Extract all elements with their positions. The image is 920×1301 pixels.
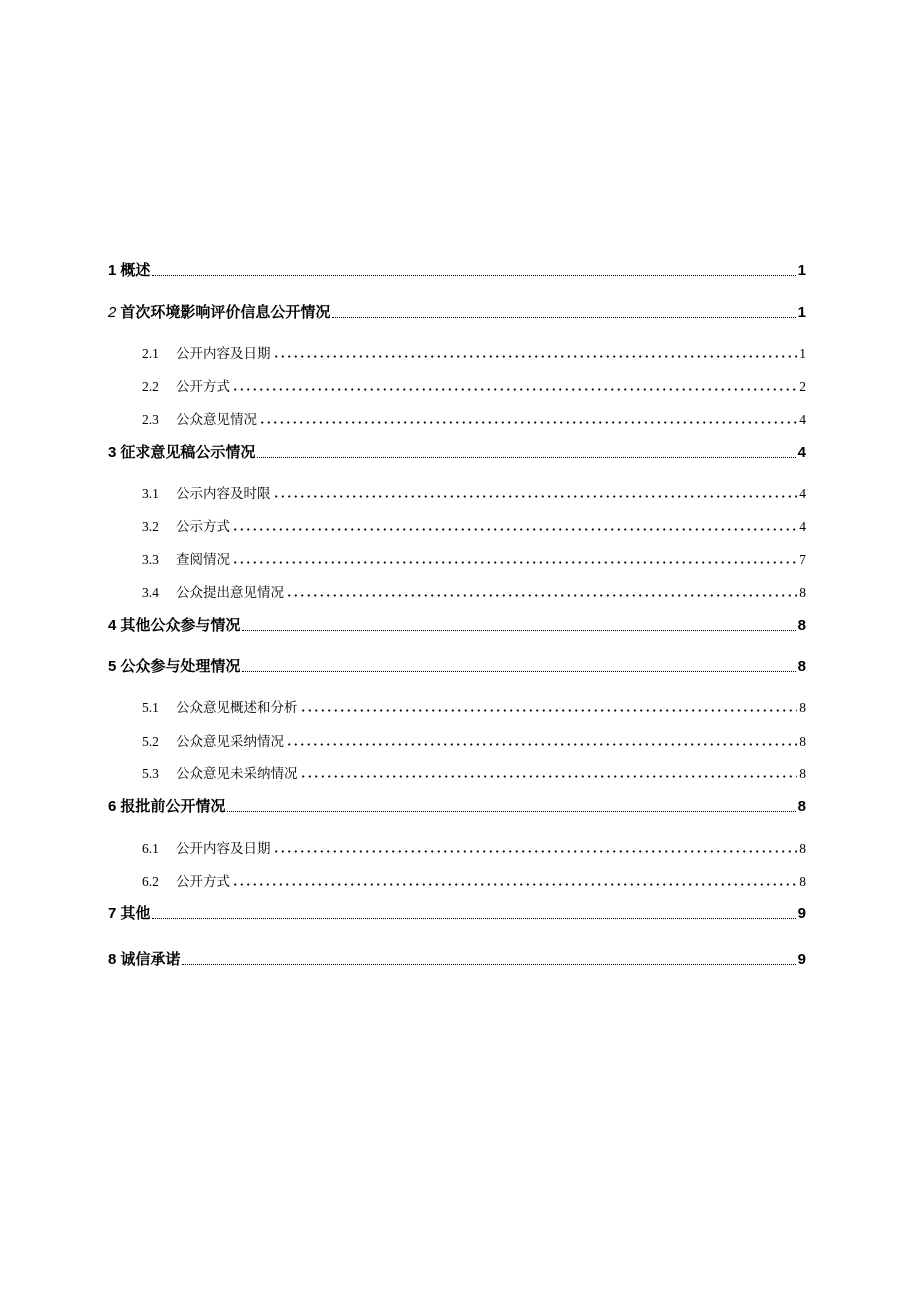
dot-leader	[273, 355, 798, 358]
toc-label: 5.1 公众意见概述和分析	[142, 700, 298, 715]
toc-label: 8 诚信承诺	[108, 951, 181, 968]
toc-label: 6.2 公开方式	[142, 874, 230, 889]
dot-leader	[286, 594, 797, 597]
dot-leader	[300, 775, 798, 778]
toc-entry[interactable]	[142, 406, 806, 428]
toc-entry[interactable]	[142, 694, 806, 716]
toc-entry[interactable]	[108, 654, 806, 676]
toc-page-number: 9	[797, 951, 806, 968]
toc-entry[interactable]	[142, 513, 806, 535]
toc-label: 2.2 公开方式	[142, 379, 230, 394]
toc-entry[interactable]	[108, 300, 806, 322]
toc-page-number: 1	[797, 304, 806, 321]
toc-page-number: 1	[799, 346, 806, 361]
toc-page-number: 4	[799, 412, 806, 427]
toc-label: 4 其他公众参与情况	[108, 617, 241, 634]
dot-leader	[152, 275, 795, 276]
toc-entry[interactable]	[142, 728, 806, 750]
toc-label: 3.2 公示方式	[142, 519, 230, 534]
toc-label: 2.3 公众意见情况	[142, 412, 257, 427]
toc-label: 3.1 公示内容及时限	[142, 486, 271, 501]
toc-entry[interactable]	[108, 440, 806, 462]
toc-label: 3 征求意见稿公示情况	[108, 444, 256, 461]
dot-leader	[259, 421, 797, 424]
toc-label: 3.3 查阅情况	[142, 552, 230, 567]
toc-page-number: 8	[799, 700, 806, 715]
dot-leader	[286, 743, 797, 746]
dot-leader	[257, 457, 795, 458]
toc-label: 2.1 公开内容及日期	[142, 346, 271, 361]
dot-leader	[232, 561, 797, 564]
toc-page-number: 8	[799, 841, 806, 856]
toc-page-number: 8	[797, 798, 806, 815]
toc-page-number: 4	[797, 444, 806, 461]
toc-label: 5.2 公众意见采纳情况	[142, 734, 284, 749]
toc-label: 6.1 公开内容及日期	[142, 841, 271, 856]
dot-leader	[232, 388, 797, 391]
toc-page-number: 8	[797, 617, 806, 634]
toc-entry[interactable]	[142, 868, 806, 890]
toc-entry[interactable]	[142, 340, 806, 362]
toc-page-number: 4	[799, 486, 806, 501]
toc-entry[interactable]	[142, 579, 806, 601]
toc-label: 5.3 公众意见未采纳情况	[142, 766, 298, 781]
toc-entry[interactable]	[108, 794, 806, 816]
dot-leader	[273, 850, 798, 853]
toc-page-number: 8	[799, 874, 806, 889]
dot-leader	[227, 811, 795, 812]
toc-entry[interactable]	[142, 760, 806, 782]
toc-label: 1 概述	[108, 262, 151, 279]
dot-leader	[273, 495, 798, 498]
dot-leader	[242, 630, 795, 631]
toc-page-number: 8	[799, 734, 806, 749]
toc-entry[interactable]	[142, 480, 806, 502]
toc-entry[interactable]	[108, 901, 806, 923]
dot-leader	[242, 671, 795, 672]
toc-entry[interactable]	[108, 947, 806, 969]
toc-label: 7 其他	[108, 905, 151, 922]
toc-entry[interactable]	[108, 258, 806, 280]
toc-entry[interactable]	[108, 613, 806, 635]
dot-leader	[232, 528, 797, 531]
toc-page-number: 7	[799, 552, 806, 567]
dot-leader	[232, 883, 797, 886]
toc-entry[interactable]	[142, 546, 806, 568]
toc-label: 3.4 公众提出意见情况	[142, 585, 284, 600]
dot-leader	[300, 709, 798, 712]
dot-leader	[182, 964, 795, 965]
toc-label: 6 报批前公开情况	[108, 798, 226, 815]
toc-page-number: 9	[797, 905, 806, 922]
toc-page-number: 2	[799, 379, 806, 394]
dot-leader	[152, 918, 795, 919]
toc-label: 2 首次环境影响评价信息公开情况	[108, 304, 331, 321]
toc-page-number: 8	[799, 585, 806, 600]
toc-label: 5 公众参与处理情况	[108, 658, 241, 675]
toc-entry[interactable]	[142, 835, 806, 857]
dot-leader	[332, 317, 795, 318]
toc-page-number: 1	[797, 262, 806, 279]
toc-entry[interactable]	[142, 373, 806, 395]
toc-page-number: 4	[799, 519, 806, 534]
toc-page-number: 8	[797, 658, 806, 675]
toc-page-number: 8	[799, 766, 806, 781]
